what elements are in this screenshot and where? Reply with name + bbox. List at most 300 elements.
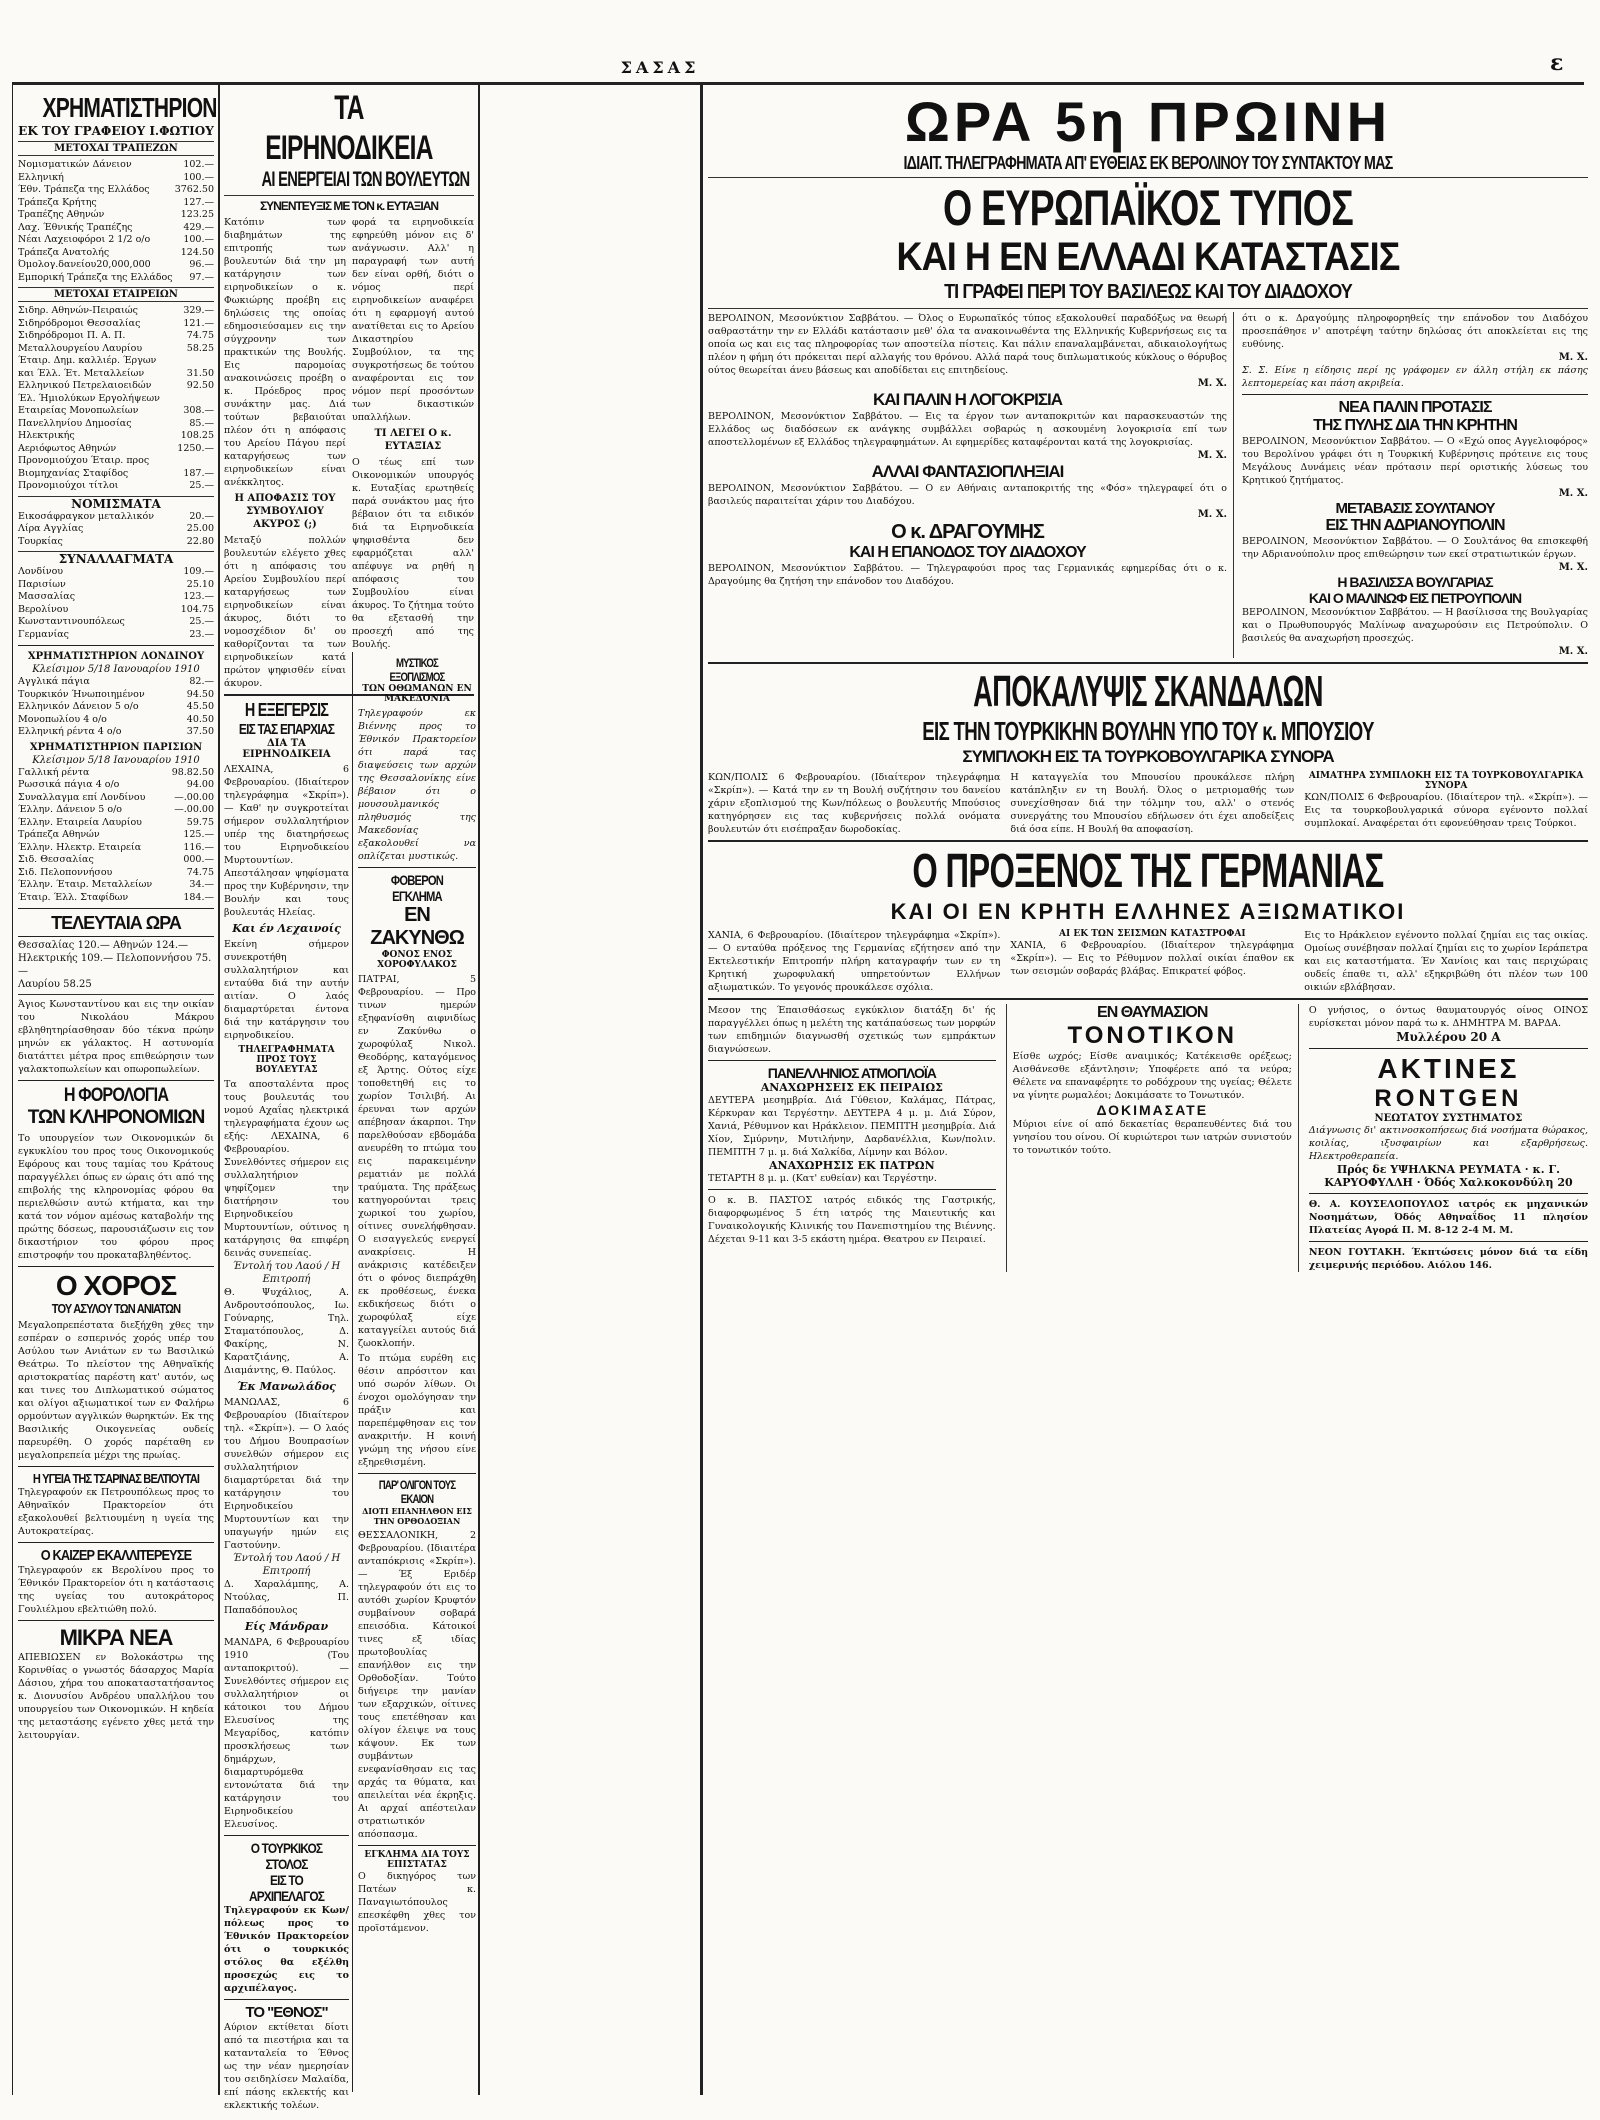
company-share-row xyxy=(18,430,214,443)
fleet-heading-1: Ο ΤΟΥΡΚΙΚΟΣ ΣΤΟΛΟΣ xyxy=(250,1840,323,1872)
telegram-heading: ΤΗΛΕΓΡΑΦΗΜΑΤΑ ΠΡΟΣ ΤΟΥΣ ΒΟΥΛΕΥΤΑΣ xyxy=(238,1045,335,1075)
bank-share-row-value: 100.— xyxy=(183,234,214,245)
censorship-article: ΒΕΡΟΛΙΝΟΝ, Μεσονύκτιον Σαββάτου. — Εις τα έργον των ανταποκριτών και παρασκευαστών της Ελλάδος ως διαδόσεων εκ ανάγκης συμβάλλει σοβαρώς η ασκουμένη λογοκρισία επί των αποστελλομένων εξ Ελλάδος τηλεγραφημάτων. Αι εφημερίδες καταφέρονται κατά της λογοκρισίας. xyxy=(708,411,1227,448)
crime-article-2: Το πτώμα ευρέθη εις θέσιν απρόσιτον και υπό σωρόν λίθων. Οι ένοχοι ομολόγησαν την πράξιν και παρεπέμφθησαν εις τον ανακριτήν. Η κοινή γνώμη της νήσου είνε εξηρεθισμένη. xyxy=(358,1353,476,1468)
manolada-heading: Έκ Μανωλάδος xyxy=(237,1380,336,1393)
exchange-rate-row xyxy=(18,566,214,579)
sickness-article: Μεσον της Έπαισθάσεως εγκύκλιον διατάξη δι' ής παραγγέλλει όπως η μελέτη της κατάπαύσεως των μορφών των επιδημιών διαγνωσθή σχετικώς των εμπράκτων διαγνώσεων. xyxy=(708,1005,996,1055)
paris-row xyxy=(18,892,214,905)
london-row-value: 40.50 xyxy=(186,713,214,725)
fantasies-heading: ΑΛΛΑΙ ΦΑΝΤΑΣΙΟΠΛΗΞΙΑΙ xyxy=(871,462,1064,481)
london-row-label: Αγγλικά πάγια xyxy=(18,676,90,687)
press-article: ΒΕΡΟΛΙΝΟΝ, Μεσονύκτιον Σαββάτου. — Όλος ο Ευρωπαϊκός τύπος εξακολουθεί παραδόξως να θεωρή σαθραστάτην την εν Ελλάδι κατάστασιν μεθ' όλα τα ανακοινωθέντα της Ελληνικής Κυβερνήσεως εις τα οποία ως και εις τας πληροφορίας των αποστείλα πίστεις. Και πάλιν επαναλαμβάνεται, αδικαιολογήτως πλέον η φήμη ότι πρόκειται περί αλλαγής του θρόνου. Αλλά παρά τους διπλωματικούς κύκλους ο θόρυβος ούτος θεωρείται άνευ βάσεως και αποδίδεται εις επιτηδείους. xyxy=(708,313,1227,376)
exchange-rate-row-label: Λονδίνου xyxy=(18,566,64,577)
arms-heading-2: ΤΩΝ ΟΘΩΜΑΝΩΝ ΕΝ ΜΑΚΕΔΟΝΙΑ xyxy=(362,684,472,704)
crete-proposal-article: ΒΕΡΟΛΙΝΟΝ, Μεσονύκτιον Σαββάτου. — Ο «Εχώ οπος Αγγελιοφόρος» του Βερολίνου γράφει ότι η Τουρκική Κυβέρνησις πρότεινε εις τους Μεγάλους Δυνάμεις νέαν πρότασιν περί οριστικής λύσεως του Κρητικού ζητήματος. xyxy=(1242,436,1588,486)
last-hour-prices xyxy=(18,939,214,991)
company-share-row-value: 121.— xyxy=(183,317,214,329)
company-share-row-label: Εταιρείας Μονοπωλείων xyxy=(18,405,139,416)
currency-row xyxy=(18,523,214,536)
company-share-row-label: Πανελληνίου Δημοσίας xyxy=(18,417,132,429)
exchange-rate-row-value: 109.— xyxy=(183,566,214,577)
arms-article: Τηλεγραφούν εκ Βιέννης προς το Έθνικόν Πρακτορείον ότι παρά τας διαψεύσεις των αρχών της Θεσσαλονίκης είνε βέβαιον ότι ο μουσουλμανικός πληθυσμός της Μακεδονίας εξακολουθεί να οπλίζεται μυστικώς. xyxy=(358,708,476,862)
london-row-label: Ελληνικόν Δάνειον 5 ο/ο xyxy=(18,701,139,712)
sultan-signature: Μ. Χ. xyxy=(1558,562,1588,573)
bank-share-row xyxy=(18,209,214,222)
crime-article: ΠΑΤΡΑΙ, 5 Φεβρουαρίου. — Προ τινων ημερών εξηφανίσθη αιφνιδίως εν Ζακύνθω ο χωροφύλαξ Νικολ. Θεοδόρης, καταγόμενος εξ Άρτης. Ούτος είχε τοποθετηθή εις το χωρίον Τσιλιβή. Αι έρευναι των αρχών απέβησαν άκαρποι. Την παρελθούσαν εβδομάδα ανευρέθη το πτώμα του εις παρακειμένην ρεματιάν με πολλά τραύματα. Της πράξεως κατηγορούνται τρεις χωρικοί του χωρίου, οίτινες συνελήφθησαν. Ο εισαγγελεύς ενεργεί ανακρίσεις. Η ανάκρισις κατέδειξεν ότι ο φόνος διεπράχθη εκ προθέσεως, ένεκα εκδικήσεως διότι ο χωροφύλαξ είχε καταγγείλει αυτούς διά ζωοκλοπήν. xyxy=(358,974,476,1349)
fifth-hour-heading: ΩΡΑ 5η ΠΡΩΙΝΗ xyxy=(904,90,1392,153)
exchange-source: ΕΚ ΤΟΥ ΓΡΑΦΕΙΟΥ Ι.ΦΩΤΙΟΥ xyxy=(18,124,214,138)
bank-share-row-value: 100.— xyxy=(183,171,214,183)
exchange-rate-row-label: Παρισίων xyxy=(18,578,66,590)
bank-share-row-value: 102.— xyxy=(183,159,214,170)
exchange-rate-row-label: Βερολίνου xyxy=(18,603,69,615)
scandal-heading-2: ΕΙΣ ΤΗΝ ΤΟΥΡΚΙΚΗΝ ΒΟΥΛΗΝ ΥΠΟ ΤΟΥ κ. ΜΠΟΥΣΙΟΥ xyxy=(922,716,1374,746)
tonic-ad-heading: ΕΝ ΘΑΥΜΑΣΙΟΝ xyxy=(1097,1004,1208,1021)
bank-share-row xyxy=(18,272,214,285)
company-share-row-label: και Έλλ. Έτ. Μεταλλείων xyxy=(18,367,145,379)
company-share-row-label: Σιδηρόδρομοι Θεσσαλίας xyxy=(18,317,141,329)
paris-row-label: Έλλην. Εταιρεία Λαυρίου xyxy=(18,816,142,828)
company-share-row-label: Αεριόφωτος Αθηνών xyxy=(18,442,117,454)
sultan-article: ΒΕΡΟΛΙΝΟΝ, Μεσονύκτιον Σαββάτου. — Ο Σουλτάνος θα επισκεφθή την Αδριανούπολιν προς επιθεώρησιν των εκεί στρατιωτικών έργων. xyxy=(1242,536,1588,560)
exchange-rate-row xyxy=(18,579,214,592)
tonic-ad-text: Είσθε ωχρός; Είσθε αναιμικός; Κατέκεισθε ορέξεως; Αισθάνεσθε εξάντλησιν; Υποφέρετε από τα νεύρα; Θέλετε να επαναφέρητε το ροδόχρουν της υγείας; Θέλετε να γίνητε ρωμαλέοι; Δοκιμάσατε το Τονωτικόν. xyxy=(1012,1051,1292,1101)
queen-article: ΒΕΡΟΛΙΝΟΝ, Μεσονύκτιον Σαββάτου. — Η βασίλισσα της Βουλγαρίας και ο Πρωθυπουργός Μαλίνωφ αναχωρούσιν εις Πετρούπολιν. Ο βασιλεύς θα αναχωρήση προσεχώς. xyxy=(1242,607,1588,644)
committee-sign-2: Έντολή του Λαού / Η Επιτροπή xyxy=(232,1553,341,1577)
queen-signature: Μ. Χ. xyxy=(1558,646,1588,657)
paris-row-label: Σιδ. Πελοποννήσου xyxy=(18,866,113,878)
paris-row-value: 34.— xyxy=(189,879,214,890)
shipping-heading: ΠΑΝΕΛΛΗΝΙΟΣ ΑΤΜΟΠΛΟΪΑ xyxy=(767,1065,936,1081)
last-hour-line: Ηλεκτρικής 109.— Πελοποννήσου 75.— xyxy=(18,953,212,977)
bank-share-row-value: 123.25 xyxy=(180,209,214,220)
exchange-rate-row-value: 123.— xyxy=(183,591,214,602)
currency-row-value: 22.80 xyxy=(186,535,214,547)
london-row-value: 94.50 xyxy=(186,688,214,700)
bank-share-row xyxy=(18,184,214,197)
company-share-row-value: 25.— xyxy=(189,480,214,491)
tsarina-article: Τηλεγραφούν εκ Πετρουπόλεως προς το Αθηναϊκόν Πρακτορείον ότι εξακολουθεί βελτιουμένη η υγεία της Αυτοκρατείρας. xyxy=(18,1487,214,1537)
supervisors-article: Ο δικηγόρος των Πατέων κ. Παναγιωτόπουλος επεσκέφθη χθες τον προϊστάμενον. xyxy=(358,1871,476,1934)
border-clash-heading: ΑΙΜΑΤΗΡΑ ΣΥΜΠΛΟΚΗ ΕΙΣ ΤΑ ΤΟΥΡΚΟΒΟΥΛΓΑΡΙΚΑ ΣΥΝΟΡΑ xyxy=(1308,771,1584,791)
decision-heading: Η ΑΠΟΦΑΣΙΣ ΤΟΥ ΣΥΜΒΟΥΛΙΟΥ ΑΚΥΡΟΣ (;) xyxy=(234,493,336,530)
currency-heading: ΝΟΜΙΣΜΑΤΑ xyxy=(18,496,214,511)
london-row xyxy=(18,714,214,727)
paris-row-value: —.00.00 xyxy=(174,791,214,803)
company-share-row-label: Σιδηρ. Αθηνών-Πειραιώς xyxy=(18,305,138,316)
uprising-heading-3: ΔΙΑ ΤΑ ΕΙΡΗΝΟΔΙΚΕΙΑ xyxy=(242,738,331,760)
column-rule xyxy=(12,85,13,2095)
exchange-rate-row-value: 25.— xyxy=(189,616,214,627)
company-share-row-label: Προνομιούχου Έταιρ. προς xyxy=(18,455,150,466)
paris-row-label: Συναλλαγμα επί Λονδίνου xyxy=(18,791,146,803)
london-row xyxy=(18,689,214,702)
shipping-subheading-2: ΑΝΑΧΩΡΗΣΙΣ ΕΚ ΠΑΤΡΩΝ xyxy=(768,1159,935,1172)
exchange-rate-row xyxy=(18,616,214,629)
company-share-row-value: 187.— xyxy=(183,467,214,479)
bank-shares-heading: ΜΕΤΟΧΑΙ ΤΡΑΠΕΖΩΝ xyxy=(18,141,214,156)
paris-row-label: Έλλην. Δάνειον 5 ο/ο xyxy=(18,804,123,815)
company-share-row-value: 58.25 xyxy=(186,342,214,354)
courts-title: ΤΑ ΕΙΡΗΝΟΔΙΚΕΙΑ xyxy=(265,89,433,167)
berlin-telegrams-sub: ΙΔΙΑΙΤ. ΤΗΛΕΓΡΑΦΗΜΑΤΑ ΑΠ' ΕΥΘΕΙΑΣ ΕΚ ΒΕΡΟΛΙΝΟΥ ΤΟΥ ΣΥΝΤΑΚΤΟΥ ΜΑΣ xyxy=(903,153,1393,173)
company-share-row xyxy=(18,355,214,368)
currency-row-label: Τουρκίας xyxy=(18,535,63,547)
press-heading-3: ΤΙ ΓΡΑΦΕΙ ΠΕΡΙ ΤΟΥ ΒΑΣΙΛΕΩΣ ΚΑΙ ΤΟΥ ΔΙΑΔΟΧΟΥ xyxy=(944,281,1352,303)
fleet-heading-2: ΕΙΣ ΤΟ ΑΡΧΙΠΕΛΑΓΟΣ xyxy=(248,1872,325,1904)
tonic-ad-try: ΔΟΚΙΜΑΣΑΤΕ xyxy=(1096,1102,1209,1118)
paris-row xyxy=(18,829,214,842)
queen-heading-2: ΚΑΙ Ο ΜΑΛΙΝΩΦ ΕΙΣ ΠΕΤΡΟΥΠΟΛΙΝ xyxy=(1308,590,1522,606)
arms-heading-1: ΜΥΣΤΙΚΟΣ ΕΞΟΠΛΙΣΜΟΣ xyxy=(389,656,445,684)
column-exchange xyxy=(18,92,217,2092)
currency-row-label: Εικοσάφραγκον μεταλλικόν xyxy=(18,510,154,522)
exchange-rates-table xyxy=(18,566,214,641)
courts-subtitle: ΑΙ ΕΝΕΡΓΕΙΑΙ ΤΩΝ ΒΟΥΛΕΥΤΩΝ xyxy=(261,168,470,191)
bank-shares-table xyxy=(18,159,214,284)
sultan-heading-1: ΜΕΤΑΒΑΣΙΣ ΣΟΥΛΤΑΝΟΥ xyxy=(1335,500,1495,517)
paris-row-value: 94.00 xyxy=(186,779,214,790)
bank-share-row xyxy=(18,172,214,185)
company-share-row-value: 85.— xyxy=(189,417,214,429)
sidebar-note: Σ. Σ. Είνε η είδησις περί ης γράφομεν εν άλλη στήλη εκ πάσης λεπτομερείας και πάση ακριβεία. xyxy=(1242,365,1588,389)
kaiser-article: Τηλεγραφούν εκ Βερολίνου προς το Έθνικόν Πρακτορείον ότι η κατάστασις της υγείας του αυτοκράτορος Γουλιέλμου εβελτιώθη πολύ. xyxy=(18,1565,214,1615)
scandal-heading-3: ΣΥΜΠΛΟΚΗ ΕΙΣ ΤΑ ΤΟΥΡΚΟΒΟΥΛΓΑΡΙΚΑ ΣΥΝΟΡΑ xyxy=(962,747,1334,766)
earthquake-article: ΧΑΝΙΑ, 6 Φεβρουαρίου. (Ιδιαίτερον τηλεγράφημα «Σκρίπ»). — Εις το Ρέθυμνον πολλαί οικίαι έπαθον εκ των σεισμών σοβαράς βλάβας. Επικρατεί φόβος. xyxy=(1010,940,1295,977)
bank-share-row-label: Έθν. Τράπεζα της Ελλάδος xyxy=(18,184,150,195)
dragoumis-heading-1: Ο κ. ΔΡΑΓΟΥΜΗΣ xyxy=(891,521,1044,543)
press-signature: Μ. Χ. xyxy=(1197,378,1227,389)
exchange-rate-row-value: 23.— xyxy=(189,628,214,640)
masthead-fragment: ΣΑΣΑΣ xyxy=(620,58,700,77)
fantasies-article: ΒΕΡΟΛΙΝΟΝ, Μεσονύκτιον Σαββάτου. — Ο εν Αθήναις ανταποκριτής της «Φόσ» τηλεγραφεί ότι ο βασιλεύς παραιτείται χάριν του Διαδόχου. xyxy=(708,483,1227,507)
london-date: Κλείσιμον 5/18 Ιανουαρίου 1910 xyxy=(32,664,200,675)
company-share-row-value: 1250.— xyxy=(177,442,214,454)
company-share-row-label: Σιδηρόδρομοι Π. Α. Π. xyxy=(18,330,126,341)
paris-row xyxy=(18,779,214,792)
crime-heading-1: ΦΟΒΕΡΟΝ ΕΓΚΛΗΜΑ xyxy=(390,872,444,904)
london-row xyxy=(18,701,214,714)
bank-share-row-label: Τράπεζα Κρήτης xyxy=(18,196,97,208)
bank-share-row-value: 96.— xyxy=(189,259,214,270)
sultan-heading-2: ΕΙΣ ΤΗΝ ΑΔΡΙΑΝΟΥΠΟΛΙΝ xyxy=(1325,517,1505,534)
censorship-heading: ΚΑΙ ΠΑΛΙΝ Η ΛΟΓΟΚΡΙΣΙΑ xyxy=(872,390,1063,409)
wine-ad: Ο γνήσιος, ο όντως θαυματουργός οίνος ΟΙΝΟΣ ευρίσκεται μόνον παρά τω κ. ΔΗΜΗΤΡΑ Μ. ΒΑΡΔΑ. xyxy=(1308,1005,1589,1029)
fleet-article: Τηλεγραφούν εκ Κων/πόλεως προς το Έθνικόν Πρακτορείον ότι ο τουρκικός στόλος θα εξέλθη προσεχώς εις το αρχιπέλαγος. xyxy=(224,1905,349,1994)
inheritance-tax-heading-1: Η ΦΟΡΟΛΟΓΙΑ xyxy=(63,1085,169,1106)
paris-table xyxy=(18,767,214,905)
paris-row xyxy=(18,817,214,830)
paris-row-value: 59.75 xyxy=(186,816,214,828)
consul-article-a: ΧΑΝΙΑ, 6 Φεβρουαρίου. (Ιδιαίτερον τηλεγράφημα «Σκρίπ»). — Ο ενταύθα πρόξενος της Γερμανίας εζήτησεν από την Εκτελεστικήν Επιτροπήν πλήρη καταγραφήν των εν τη Κρητική χωροφυλακή υπηρετούντων Ελλήνων αξιωματικών. Το γεγονός προυκάλεσε σχόλια. xyxy=(708,930,1001,993)
tsarina-heading: Η ΥΓΕΙΑ ΤΗΣ ΤΣΑΡΙΝΑΣ ΒΕΛΤΙΟΥΤΑΙ xyxy=(32,1471,200,1486)
bank-share-row xyxy=(18,197,214,210)
bank-share-row-label: Όμολογ.δανείου20,000,000 xyxy=(18,259,151,270)
fantasies-signature: Μ. Χ. xyxy=(1197,509,1227,520)
company-share-row xyxy=(18,380,214,393)
crete-proposal-heading-1: ΝΕΑ ΠΑΛΙΝ ΠΡΟΤΑΣΙΣ xyxy=(1338,399,1492,416)
paris-row-value: 000.— xyxy=(183,854,214,865)
london-row-value: 37.50 xyxy=(186,726,214,737)
currency-row-label: Λίρα Αγγλίας xyxy=(18,523,84,534)
page-mark: ε xyxy=(1550,50,1564,76)
paris-row xyxy=(18,867,214,880)
paris-row xyxy=(18,854,214,867)
london-row-label: Μονοπωλίου 4 ο/ο xyxy=(18,713,107,725)
company-share-row-value: 308.— xyxy=(183,405,214,416)
bank-share-row xyxy=(18,259,214,272)
company-shares-table xyxy=(18,305,214,493)
currency-row-value: 20.— xyxy=(189,510,214,522)
burning-heading-2: ΔΙΟΤΙ ΕΠΑΝΗΛΘΟΝ ΕΙΣ ΤΗΝ ΟΡΘΟΔΟΞΙΑΝ xyxy=(362,1506,472,1526)
company-share-row xyxy=(18,443,214,456)
column-rule xyxy=(218,85,220,2095)
bank-share-row-value: 429.— xyxy=(183,221,214,233)
committee-names: Θ. Ψυχάλιος, Α. Ανδρουτσόπουλος, Ιω. Γούναρης, Τηλ. Σταματόπουλος, Δ. Φακίρης, Ν. Καρατζιάνης, Α. Διαμάντης, Θ. Παύλος. xyxy=(224,1287,349,1376)
company-share-row xyxy=(18,330,214,343)
currency-row-value: 25.00 xyxy=(186,523,214,534)
xray-ad-heading-2: RONTGEN xyxy=(1374,1085,1523,1112)
company-share-row-label: Έταιρ. Δημ. καλλιέρ. Έργων xyxy=(18,355,157,366)
company-share-row-label: Βιομηχανίας Σταφίδος xyxy=(18,467,129,479)
mandra-article: ΜΑΝΔΡΑ, 6 Φεβρουαρίου 1910 (Του ανταποκριτού). — Συνελθόντες σήμερον εις συλλαλητήριον οι κάτοικοι του Δήμου Ελευσίνος της Μεγαρίδος, κατόπιν προσκλήσεως των δημάρχων, διαμαρτυρόμεθα εντονώτατα διά την κατάργησιν του Ειρηνοδικείου Ελευσίνος. xyxy=(224,1637,349,1830)
uprising-heading-1: Η ΕΞΕΓΕΡΣΙΣ xyxy=(244,700,329,720)
paris-row xyxy=(18,879,214,892)
london-table xyxy=(18,676,214,739)
dance-article: Μεγαλοπρεπέστατα διεξήχθη χθες την εσπέραν ο εσπερινός χορός υπέρ του Ασύλου των Ανιάτων εν τω Βασιλικώ Θεάτρω. Το πλείστον της Αθηναϊκής αριστοκρατίας παρέστη κατ' αυτόν, ως και τινες του Διπλωματικού σώματος και ολίγοι αξιωματικοί των εν Φαλήρω ορμούντων αγγλικών θωρηκτών. Εκ της Βασιλικής Οικογενείας ουδείς παρευρέθη. Ο χορός παρέταθη εν μεγαλοπρεπεία μέχρι της πρωίας. xyxy=(18,1320,214,1461)
london-row-label: Ελληνική ρέντα 4 ο/ο xyxy=(18,726,122,737)
bank-share-row-value: 124.50 xyxy=(180,246,214,258)
scandal-article-b: Η καταγγελία του Μπουσίου προυκάλεσε πλήρη κατάπληξιν εν τη Βουλή. Όλος ο μετριομαθής των συνεχίσθησαν διά την τόλμην του, αλλ' ο στενός συνεργάτης του Μπουσίου εδήλωσεν ότι έχει αποδείξεις διά όσα είπε. Η Βουλή θα αποφασίση. xyxy=(1010,772,1295,835)
lechaina-heading: Και έν Λεχαινοίς xyxy=(232,922,341,935)
press-heading-1: Ο ΕΥΡΩΠΑΪΚΟΣ ΤΥΠΟΣ xyxy=(943,180,1353,236)
dragoumis-article: ΒΕΡΟΛΙΝΟΝ, Μεσονύκτιον Σαββάτου. — Τηλεγραφούσι προς τας Γερμανικάς εφημερίδας ότι ο κ. Δραγούμης θα ζητήση την επάνοδον του Διαδόχου. xyxy=(708,563,1227,587)
consul-heading-1: Ο ΠΡΟΞΕΝΟΣ ΤΗΣ ΓΕΡΜΑΝΙΑΣ xyxy=(912,845,1384,898)
company-share-row-label: Ελληνικού Πετρελαιοειδών xyxy=(18,380,152,391)
wine-ad-address: Μυλλέρου 20 Α xyxy=(1396,1030,1501,1044)
ethnos-heading: ΤΟ "ΕΘΝΟΣ" xyxy=(245,2004,328,2021)
column-rule xyxy=(700,85,703,2095)
paris-date: Κλείσιμον 5/18 Ιανουαρίου 1910 xyxy=(32,754,200,766)
company-share-row-value: 108.25 xyxy=(180,430,214,441)
company-share-row-label: Έλ. Ήμιολύκων Εργολήψεων xyxy=(18,392,160,404)
bank-share-row-label: Νέαι Λαχειοφόροι 2 1/2 ο/ο xyxy=(18,234,151,245)
currency-table xyxy=(18,511,214,549)
exchange-rate-row-value: 25.10 xyxy=(186,578,214,590)
xray-ad-heading: ΑΚΤΙΝΕΣ xyxy=(1377,1053,1520,1084)
bank-share-row xyxy=(18,159,214,172)
crete-signature: Μ. Χ. xyxy=(1558,488,1588,499)
company-share-row-label: Μεταλλουργείου Λαυρίου xyxy=(18,342,143,354)
bank-share-row-label: Ελληνική xyxy=(18,171,64,183)
company-share-row-label: Προνομιούχοι τίτλοι xyxy=(18,480,119,491)
burning-heading-1: ΠΑΡ' ΟΛΙΓΟΝ ΤΟΥΣ ΕΚΑΙΟΝ xyxy=(378,1478,456,1506)
bank-share-row-label: Τράπεζα Ανατολής xyxy=(18,246,110,258)
telegram-article: Τα αποσταλέντα προς τους βουλευτάς του νομού Αχαΐας ηλεκτρικά τηλεγραφήματα έχουν ως εξής: ΛΕΧΑΙΝΑ, 6 Φεβρουαρίου. Συνελθόντες σήμερον εις συλλαλητήριον ψηφίζομεν την διατήρησιν του Ειρηνοδικείου Μυρτουντίων, ούτινος η κατάργησις θα επιφέρη δεινάς συνεπείας. xyxy=(224,1079,349,1259)
company-shares-heading: ΜΕΤΟΧΑΙ ΕΤΑΙΡΕΙΩΝ xyxy=(18,287,214,302)
censorship-signature: Μ. Χ. xyxy=(1197,450,1227,461)
london-row xyxy=(18,726,214,739)
lechaina-article: Εκείνη σήμερον συνεκροτήθη συλλαλητήριον και ενταύθα διά την αυτήν αιτίαν. Ο λαός διαμαρτύρεται έντονα διά την κατάργησιν του ειρηνοδικείου. xyxy=(224,939,349,1041)
courts-article-part-d: Ο τέως επί των Οικονομικών υπουργός κ. Ευταξίας ερωτηθείς παρά συνάκτου μας ήτο βέβαιον ότι τα ειδικόν διά τα Ειρηνοδικεία ψηφισθέντα δεν εφαρμόζεται αλλ' απέφυγε να ρηθή η απόφασις του Συμβουλίου είναι άκυρος. Το ζήτημα τούτο θα εξετασθή την προσεχή από της Βουλής. xyxy=(352,457,474,650)
eftaxias-heading: ΤΙ ΛΕΓΕΙ Ο κ. ΕΥΤΑΞΙΑΣ xyxy=(374,428,452,452)
consul-article-c: Εις το Ηράκλειον εγένοντο πολλαί ζημίαι εις τας οικίας. Ομοίως συνέβησαν πολλαί ζημίαι εις το χωρίον Ιεράπετρα και εις καταστήματα. Έν Χανίοις και ταις περιχώραις ουδείς έπαθε τι, αλλ' εξηκριβώθη ότι πλέον των 100 οικιών εβλάβησαν. xyxy=(1304,930,1588,993)
crime-heading-2: ΕΝ ΖΑΚΥΝΘΩ xyxy=(370,904,464,949)
shipping-subheading: ΑΝΑΧΩΡΗΣΕΙΣ ΕΚ ΠΕΙΡΑΙΩΣ xyxy=(760,1081,943,1094)
exchange-rate-row xyxy=(18,604,214,617)
paris-heading: ΧΡΗΜΑΤΙΣΤΗΡΙΟΝ ΠΑΡΙΣΙΩΝ xyxy=(29,741,203,753)
company-share-row-value: 92.50 xyxy=(186,380,214,391)
company-share-row xyxy=(18,468,214,481)
paris-row xyxy=(18,842,214,855)
physician-ad: Θ. Α. ΚΟΥΣΕΛΟΠΟΥΛΟΣ ιατρός εκ μηχανικών Νοσημάτων, Όδός Αθηναΐδος 11 πλησίον Πλατείας Αγορά Π. Μ. 8-12 2-4 Μ. Μ. xyxy=(1308,1199,1589,1236)
company-share-row xyxy=(18,305,214,318)
paris-row-value: 74.75 xyxy=(186,866,214,878)
exchange-rate-row-value: 104.75 xyxy=(180,603,214,615)
kaiser-heading: Ο ΚΑΙΖΕΡ ΕΚΑΛΛΙΤΕΡΕΥΣΕ xyxy=(40,1547,192,1564)
committee-names-2: Δ. Χαραλάμπης, Α. Ντούλας, Π. Παπαδόπουλος xyxy=(224,1579,349,1616)
paris-row-label: Σιδ. Θεσσαλίας xyxy=(18,854,94,865)
small-news-heading: ΜΙΚΡΑ ΝΕΑ xyxy=(59,1625,173,1650)
column-rule xyxy=(478,85,480,2095)
paris-row-label: Ρωσσικά πάγια 4 ο/ο xyxy=(18,779,120,790)
company-share-row xyxy=(18,480,214,493)
bank-share-row-value: 3762.50 xyxy=(174,184,214,195)
london-row-value: 45.50 xyxy=(186,701,214,712)
committee-sign: Έντολή του Λαού / Η Επιτροπή xyxy=(232,1261,341,1285)
paris-row-value: 184.— xyxy=(183,891,214,903)
london-row-value: 82.— xyxy=(189,676,214,687)
last-hour-heading: ΤΕΛΕΥΤΑΙΑ ΩΡΑ xyxy=(51,913,181,933)
crete-proposal-heading-2: ΤΗΣ ΠΥΛΗΣ ΔΙΑ ΤΗΝ ΚΡΗΤΗΝ xyxy=(1313,417,1517,434)
scandal-article-a: ΚΩΝ/ΠΟΛΙΣ 6 Φεβρουαρίου. (Ιδιαίτερον τηλεγράφημα «Σκρίπ»). — Κατά την εν τη Βουλή συζήτησιν του δανείου χάριν εξοπλισμού της Κων/πόλεως ο βουλευτής Μπούσιος κατηγόρησεν εις τας κυβερνήσεις πολλά ονόματα βουλευτών ότι εισέπραξαν δωροδοκίας. xyxy=(708,772,1001,835)
queen-heading-1: Η ΒΑΣΙΛΙΣΣΑ ΒΟΥΛΓΑΡΙΑΣ xyxy=(1337,574,1493,590)
scandal-heading-1: ΑΠΟΚΑΛΥΨΙΣ ΣΚΑΝΔΑΛΩΝ xyxy=(973,667,1323,716)
clothing-ad: ΝΕΟΝ ΓΟΥΤΑΚΗ. Έκπτώσεις μόνον διά τα είδη χειμερινής περιόδου. Αιόλου 146. xyxy=(1308,1247,1589,1271)
paris-row-value: 125.— xyxy=(183,829,214,840)
ethnos-article: Αύριον εκτίθεται δίοτι από τα πιεστήρια και τα κατανταλεία το Έθνος ως την νέαν ημερησίαν του σειδηλίσεν Μαλαίδα, επί πάσης εκλεκτής και εκλεκτικής τολέων. xyxy=(224,2022,349,2111)
bank-share-row-label: Νομισματικών Δάνειον xyxy=(18,159,132,170)
column-rule xyxy=(352,652,353,2092)
inheritance-tax-article: Το υπουργείον των Οικονομικών δι εγκυκλίου του προς τους Οικονομικούς Εφόρους και τους ταμίας του Κράτους παραγγέλλει όπως εν ώραις ότι από της επιβολής της κληρονομίας φόρου θα περιελθώσιν αυτώ κτήματα, και την κατά τον νόμον αμέσως καταβολήν της πρώτης δόσεως, παρουσιάζωσιν εις τον δικαστήριον του φόρου προς επιστροφήν του προκαταβληθέντος. xyxy=(18,1133,214,1261)
dance-heading-2: ΤΟΥ ΑΣΥΛΟΥ ΤΩΝ ΑΝΙΑΤΩΝ xyxy=(51,1301,181,1316)
mandra-heading: Είς Μάνδραν xyxy=(244,1620,329,1633)
company-share-row-value: 31.50 xyxy=(186,367,214,379)
uprising-heading-2: ΕΙΣ ΤΑΣ ΕΠΑΡΧΙΑΣ xyxy=(238,721,335,738)
exchange-rate-row-label: Μασσαλίας xyxy=(18,591,76,602)
courts-article-part-c: Μεταξύ πολλών βουλευτών ελέγετο χθες ότι η απόφασις του Αρείου Συμβουλίου περί καταργήσεως των ειρηνοδικείων είναι άκυρος, διότι το νομοσχέδιον δι' ου καθορίζονται τα των ειρηνοδικείων κατά πρώτον ψηφισθέν είναι άκυρον. xyxy=(224,535,346,689)
sidebar-signature: Μ. Χ. xyxy=(1558,352,1588,363)
london-row-label: Τουρκικόν Ήνωποιημένον xyxy=(18,688,145,700)
bank-share-row-value: 97.— xyxy=(189,271,214,283)
border-clash-article: ΚΩΝ/ΠΟΛΙΣ 6 Φεβρουαρίου. (Ιδιαίτερον τηλ. «Σκρίπ»). — Εις τα τουρκοβουλγαρικά σύνορα εγένοντο πολλαί συμπλοκαί. Αναφέρεται ότι εφονεύθησαν τρεις Τούρκοι. xyxy=(1304,792,1588,829)
inheritance-tax-heading-2: ΤΩΝ ΚΛΗΡΟΝΟΜΙΩΝ xyxy=(27,1107,205,1128)
currency-row xyxy=(18,536,214,549)
column-news xyxy=(358,656,476,2093)
company-share-row xyxy=(18,455,214,468)
tonic-ad-text-2: Μύριοι είνε οί από δεκαετίας θεραπευθέντες διά του γνησίου του οίνου. Οί κυριώτεροι των ιατρών συνιστούν το τονωτικόν τούτο. xyxy=(1012,1119,1292,1156)
bank-share-row-label: Λαχ. Έθνικής Τραπέζης xyxy=(18,221,133,233)
top-rule xyxy=(12,82,1584,85)
paris-row-label: Έλλην. Έταιρ. Μεταλλείων xyxy=(18,879,153,890)
burning-article: ΘΕΣΣΑΛΟΝΙΚΗ, 2 Φεβρουαρίου. (Ιδιαιτέρα ανταπόκρισις «Σκρίπ»). — Έξ Εριδέρ τηλεγραφούν ότι εις το αυτόθι χωρίον Κρυφτόν συμβαίνουν σοβαρά επεισόδια. Κάτοικοί τινες εξ ιδίας πρωτοβουλίας επανήλθον εις την Ορθοδοξίαν. Τούτο διήγειρε την μανίαν των εξαρχικών, οίτινες τους επετέθησαν και ολίγον έλειψε να τους κάψουν. Εκ των συμβάντων ενεφανίσθησαν εις τας αρχάς τα θύματα, και απειλείται νέα έκρηξις. Αι αρχαί απέστειλαν στρατιωτικόν απόσπασμα. xyxy=(358,1530,476,1840)
currency-row xyxy=(18,511,214,524)
last-hour-line: Θεσσαλίας 120.— Αθηνών 124.— xyxy=(18,940,189,951)
bank-share-row-label: Τραπέζης Αθηνών xyxy=(18,209,105,220)
paris-row-label: Έλλην. Ηλεκτρ. Εταιρεία xyxy=(18,841,142,853)
tonic-ad-heading-2: ΤΟΝΟΤΙΚΟΝ xyxy=(1067,1022,1237,1049)
crime-heading-3: ΦΟΝΟΣ ΕΝΟΣ ΧΟΡΟΦΥΛΑΚΟΣ xyxy=(377,950,457,970)
column-telegrams xyxy=(708,92,1588,2092)
dragoumis-sidebar: ότι ο κ. Δραγούμης πληροφορηθείς την επάνοδον του Διαδόχου προσεπάθησε ν' αποτρέψη ταύτην δηλώσας ότι αποκλείεται εις της ευθύνης. xyxy=(1242,313,1588,350)
bank-share-row xyxy=(18,234,214,247)
bank-share-row-label: Εμπορική Τράπεζα της Ελλάδος xyxy=(18,271,173,283)
company-share-row-value: 74.75 xyxy=(186,330,214,341)
paris-row xyxy=(18,767,214,780)
small-news-article: ΑΠΕΒΙΩΣΕΝ εν Βολοκάστρω της Κορινθίας ο γνωστός δάσαρχος Μαρία Δάσιου, χήρα του αποκαταστατήσαντος κ. Διονυσίου Ανδρέου υπαλλήλου του υπουργείου των Οικονομικών. Η κηδεία της μεταστάσης εγένετο χθες μετά την λειτουργίαν. xyxy=(18,1652,214,1741)
exchange-rate-row-label: Γερμανίας xyxy=(18,628,69,640)
shipping-schedule-2: ΤΕΤΑΡΤΗ 8 μ. μ. (Κατ' ευθείαν) και Τεργέστην. xyxy=(708,1173,937,1184)
paris-row-value: —.00.00 xyxy=(174,804,214,815)
milk-poisoning-article: Άγιος Κωνσταντίνου και εις την οικίαν του Νικολάου Μάκρου εβληθητηρίασθησαν δύο τέκνα πρώην μηνών εκ γάλακτος. Η αστυνομία διατάττει μέτρα προς επιθεώρησιν των γαλακτοπωλείων και οπωροπωλείων. xyxy=(18,999,214,1075)
company-share-row xyxy=(18,393,214,406)
shipping-schedule: ΔΕΥΤΕΡΑ μεσημβρία. Διά Γύθειον, Καλάμας, Πάτρας, Κέρκυραν και Τεργέστην. ΔΕΥΤΕΡΑ 4 μ. μ. Διά Σύρον, Χανιά, Ρέθυμνον και Ηράκλειον. ΠΕΜΠΤΗ μεσημβρία. Διά Χίον, Σμύρνην, Μυτιλήνην, Δαρδανέλλια, Κων/πολιν. ΠΕΜΠΤΗ 7 μ. μ. διά Χαλκίδα, Λίμνην και Βόλον. xyxy=(708,1095,996,1158)
paris-row-value: 98.82.50 xyxy=(171,766,214,778)
paris-row-label: Έταιρ. Έλλ. Σταφίδων xyxy=(18,891,129,903)
london-row xyxy=(18,676,214,689)
exchange-title: ΧΡΗΜΑΤΙΣΤΗΡΙΟΝ xyxy=(42,92,217,123)
paris-row-value: 116.— xyxy=(183,841,214,853)
exchange-rate-row xyxy=(18,629,214,642)
xray-ad-address: Πρός δε ΥΨΗΛΚΝΑ ΡΕΥΜΑΤΑ · κ. Γ. ΚΑΡΥΟΦΥΛΛΗ · Όδός Χαλκοκονδύλη 20 xyxy=(1324,1163,1573,1189)
company-share-row xyxy=(18,368,214,381)
company-share-row xyxy=(18,318,214,331)
company-share-row xyxy=(18,343,214,356)
company-share-row-value: 329.— xyxy=(183,305,214,316)
paris-row-label: Τράπεζα Αθηνών xyxy=(18,829,100,840)
doctor-ad: Ο κ. Β. ΠΑΣΤΟΣ ιατρός ειδικός της Γαστρικής, διαφορφωμένος 5 έτη ιατρός της Μαιευτικής και Γυναικολογικής Κλινικής του Πανεπιστημίου της Βιέννης. Δέχεται 9-11 και 3-5 εκάστη ημέρα. Θεατρου εν Πειραιεί. xyxy=(708,1195,996,1245)
dance-heading-1: Ο ΧΟΡΟΣ xyxy=(55,1270,177,1301)
dragoumis-heading-2: ΚΑΙ Η ΕΠΑΝΟΔΟΣ ΤΟΥ ΔΙΑΔΟΧΟΥ xyxy=(849,544,1086,561)
company-share-row xyxy=(18,418,214,431)
courts-article-part-b: φορά τα ειρηνοδικεία εφηρεύθη μόνον εις δ' ανάγνωσιν. Αλλ' η παραγραφή των αυτή δεν είναι ορθή, διότι ο νόμος περί ειρηνοδικείων αναφέρει ότι η εφαρμογή αυτού ανατίθεται εις το Αρείου Δικαστηρίου Συμβούλιον, τα της συγκροτήσεως δε τούτου αναφέρονται εις τον νόμον περί προσόντων των δικαστικών υπαλλήλων. xyxy=(352,217,474,423)
london-heading: ΧΡΗΜΑΤΙΣΤΗΡΙΟΝ ΛΟΝΔΙΝΟΥ xyxy=(27,651,205,662)
consul-heading-2: ΚΑΙ ΟΙ ΕΝ ΚΡΗΤΗ ΕΛΛΗΝΕΣ ΑΞΙΩΜΑΤΙΚΟΙ xyxy=(890,899,1406,924)
xray-ad-heading-3: ΝΕΩΤΑΤΟΥ ΣΥΣΤΗΜΑΤΟΣ xyxy=(1374,1113,1523,1124)
exchange-rate-row-label: Κωνσταντινουπόλεως xyxy=(18,616,125,627)
company-share-row xyxy=(18,405,214,418)
bank-share-row-value: 127.— xyxy=(183,196,214,208)
paris-row xyxy=(18,792,214,805)
exchange-rate-row xyxy=(18,591,214,604)
xray-ad-text: Διάγνωσις δι' ακτινοσκοπήσεως διά νοσήματα θώρακος, κοιλίας, ιξυσφαιρίων και εξαρθρήσεως. Ηλεκτροθεραπεία. xyxy=(1308,1125,1589,1162)
meeting-heading: ΣΥΝΕΝΤΕΥΞΙΣ ΜΕ ΤΟΝ κ. ΕΥΤΑΞΙΑΝ xyxy=(259,199,439,213)
bank-share-row xyxy=(18,247,214,260)
uprising-article: ΛΕΧΑΙΝΑ, 6 Φεβρουαρίου. (Ιδιαίτερον τηλεγράφημα «Σκρίπ»). — Καθ' ην συγκροτείται σήμερον συλλαλητήριον υπέρ της διατηρήσεως του Ειρηνοδικείου Μυρτουντίων. Απεστάλησαν ψηφίσματα προς την Κυβέρνησιν, την Βουλήν και τους βουλευτάς Ηλείας. xyxy=(224,764,349,918)
bank-share-row xyxy=(18,222,214,235)
exchange-rates-heading: ΣΥΝΑΛΛΑΓΜΑΤΑ xyxy=(18,551,214,566)
company-share-row-label: Ηλεκτρικής xyxy=(18,430,75,441)
press-heading-2: ΚΑΙ Η ΕΝ ΕΛΛΑΔΙ ΚΑΤΑΣΤΑΣΙΣ xyxy=(896,235,1400,279)
supervisors-heading: ΕΓΚΛΗΜΑ ΔΙΑ ΤΟΥΣ ΕΠΙΣΤΑΤΑΣ xyxy=(364,1850,470,1870)
paris-row-label: Γαλλική ρέντα xyxy=(18,766,90,778)
earthquake-heading: ΑΙ ΕΚ ΤΩΝ ΣΕΙΣΜΩΝ ΚΑΤΑΣΤΡΟΦΑΙ xyxy=(1059,929,1246,939)
manolada-article: ΜΑΝΩΛΑΣ, 6 Φεβρουαρίου (Ιδιαίτερον τηλ. «Σκρίπ»). — Ο λαός του Δήμου Βουπρασίων συνελθών σήμερον εις συλλαλητήριον διαμαρτύρεται διά την κατάργησιν του Ειρηνοδικείου Μυρτουντίων και την υπαγωγήν ημών εις Γαστούνην. xyxy=(224,1397,349,1551)
last-hour-line: Λαυρίου 58.25 xyxy=(18,979,92,990)
courts-article-part-a: Κατόπιν των διαβημάτων της επιτροπής των βουλευτών διά την μη κατάργησιν των ειρηνοδικείων ο κ. Φωκιώρης προέβη εις δηλώσεις της οποίας εδημοσιεύσαμεν εις την σύγχρονην των πρακτικών της Βουλής. Εις παρομοίας ανακοινώσεις προέβη ο κ. Πρόεδρος προς συνάκτην μας. Διά τούτων βεβαιούται πλέον ότι η απόφασις του Αρείου Πάγου περί καταργήσεως των ειρηνοδικείων είναι ανέκκλητος. xyxy=(224,217,346,488)
paris-row xyxy=(18,804,214,817)
